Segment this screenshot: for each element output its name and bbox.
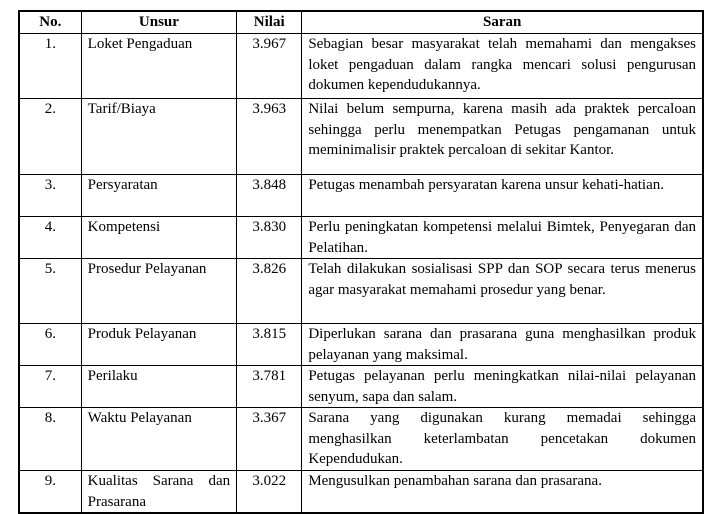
saran-cell: Mengusulkan penambahan sarana dan prasarana.	[302, 471, 703, 514]
unsur-cell: Kualitas Sarana dan Prasarana	[81, 471, 236, 514]
unsur-cell: Persyaratan	[81, 175, 236, 217]
table-row	[19, 34, 703, 99]
saran-cell: Nilai belum sempurna, karena masih ada praktek percaloan sehingga perlu menempatkan Petugas pengamanan untuk meminimalisir praktek percaloan di sekitar Kantor.	[302, 99, 703, 175]
table-row	[19, 217, 703, 259]
header-no: No.	[19, 11, 81, 34]
table-row	[19, 366, 703, 408]
unsur-cell: Kompetensi	[81, 217, 236, 259]
nilai-cell: 3.815	[237, 324, 302, 366]
nilai-cell: 3.967	[237, 34, 302, 99]
unsur-cell: Produk Pelayanan	[81, 324, 236, 366]
nilai-cell: 3.781	[237, 366, 302, 408]
saran-cell: Telah dilakukan sosialisasi SPP dan SOP secara terus menerus agar masyarakat memahami prosedur yang benar.	[302, 259, 703, 324]
header-saran: Saran	[302, 11, 703, 34]
saran-cell: Sebagian besar masyarakat telah memahami dan mengakses loket pengaduan dalam rangka mencari solusi pengurusan dokumen kependudukannya.	[302, 34, 703, 99]
saran-cell: Diperlukan sarana dan prasarana guna menghasilkan produk pelayanan yang maksimal.	[302, 324, 703, 366]
row-number: 9.	[19, 471, 81, 514]
saran-cell: Petugas menambah persyaratan karena unsur kehati-hatian.	[302, 175, 703, 217]
saran-cell: Sarana yang digunakan kurang memadai sehingga menghasilkan keterlambatan pencetakan dokumen Kependudukan.	[302, 408, 703, 471]
table-row	[19, 175, 703, 217]
table-row	[19, 471, 703, 514]
row-number: 8.	[19, 408, 81, 471]
row-number: 6.	[19, 324, 81, 366]
unsur-cell: Waktu Pelayanan	[81, 408, 236, 471]
unsur-cell: Prosedur Pelayanan	[81, 259, 236, 324]
nilai-cell: 3.022	[237, 471, 302, 514]
unsur-cell: Perilaku	[81, 366, 236, 408]
row-number: 3.	[19, 175, 81, 217]
table-row	[19, 324, 703, 366]
header-row	[19, 11, 703, 34]
survey-results-table	[18, 10, 704, 514]
row-number: 1.	[19, 34, 81, 99]
table-row	[19, 259, 703, 324]
nilai-cell: 3.367	[237, 408, 302, 471]
nilai-cell: 3.963	[237, 99, 302, 175]
table-row	[19, 408, 703, 471]
nilai-cell: 3.848	[237, 175, 302, 217]
saran-cell: Perlu peningkatan kompetensi melalui Bimtek, Penyegaran dan Pelatihan.	[302, 217, 703, 259]
header-unsur: Unsur	[81, 11, 236, 34]
row-number: 4.	[19, 217, 81, 259]
row-number: 2.	[19, 99, 81, 175]
row-number: 5.	[19, 259, 81, 324]
nilai-cell: 3.826	[237, 259, 302, 324]
unsur-cell: Tarif/Biaya	[81, 99, 236, 175]
table-row	[19, 99, 703, 175]
row-number: 7.	[19, 366, 81, 408]
saran-cell: Petugas pelayanan perlu meningkatkan nilai-nilai pelayanan senyum, sapa dan salam.	[302, 366, 703, 408]
unsur-cell: Loket Pengaduan	[81, 34, 236, 99]
nilai-cell: 3.830	[237, 217, 302, 259]
header-nilai: Nilai	[237, 11, 302, 34]
